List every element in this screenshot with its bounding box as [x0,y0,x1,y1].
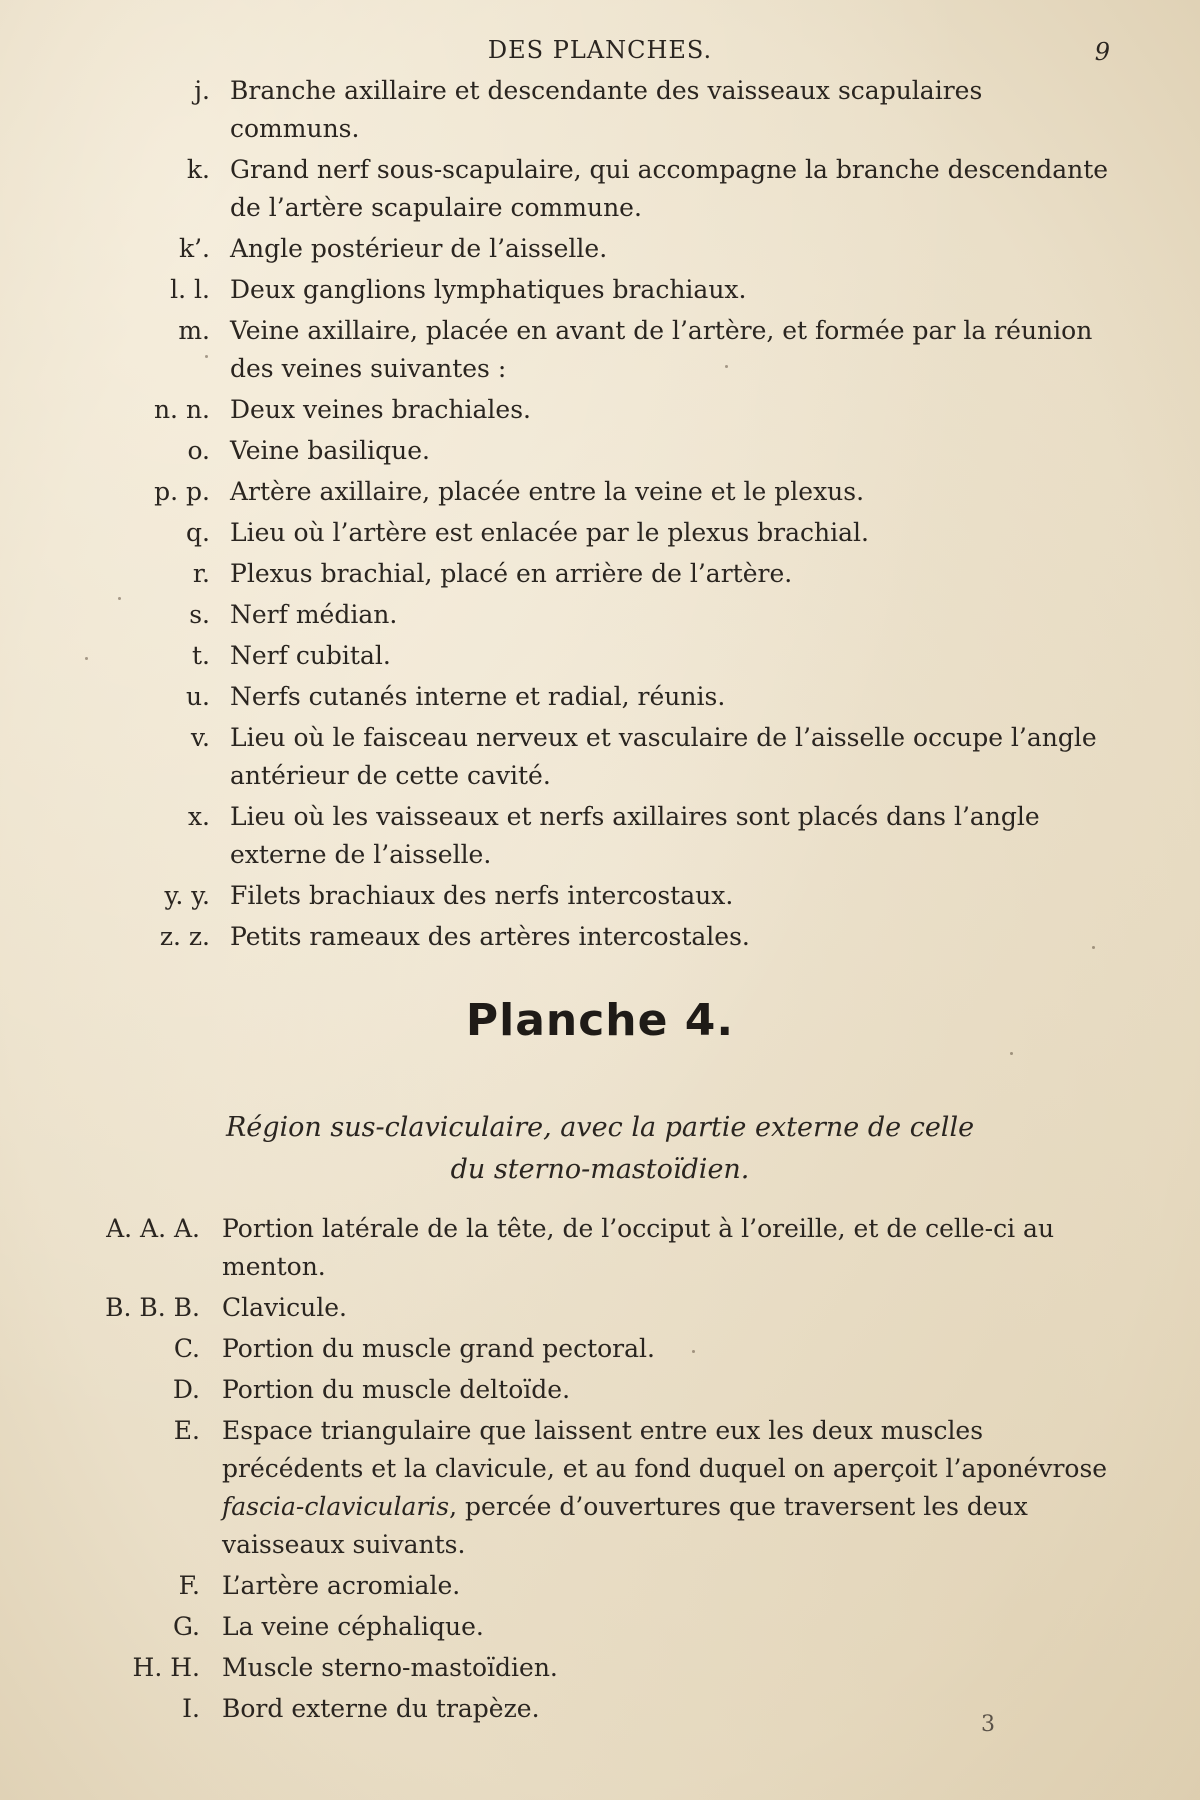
legend-text: Lieu où l’artère est enlacée par le plexus brachial. [230,518,869,547]
legend-entry-q [0,514,1200,552]
legend-label: I. [182,1694,200,1723]
paper-speck [1005,170,1008,173]
plate-subtitle [0,1107,1200,1191]
plate-subtitle-line: du sterno-mastoïdien. [450,1154,750,1185]
legend-label: v. [190,723,210,752]
legend-label: r. [192,559,210,588]
legend-entry-k [0,151,1200,227]
legend-label: C. [173,1334,200,1363]
plate-title: Planche 4. [465,995,735,1046]
legend-entry-E [0,1412,1200,1564]
legend-entry-u [0,678,1200,716]
legend-label: s. [189,600,210,629]
paper-speck [1092,946,1095,949]
legend-entry-x [0,798,1200,874]
legend-label: x. [187,802,210,831]
legend-label: y. y. [164,881,210,910]
page-number: 9 [1094,38,1110,66]
legend-entry-y [0,877,1200,915]
legend-entry-v [0,719,1200,795]
legend-text: La veine céphalique. [222,1612,484,1641]
legend-label: q. [186,518,210,547]
legend-entry-p [0,473,1200,511]
legend-text: Angle postérieur de l’aisselle. [230,234,608,263]
legend-text: Grand nerf sous-scapulaire, qui accompagne la branche descendante de l’artère scapulaire commune. [230,155,1109,222]
legend-text [222,1412,1112,1564]
legend-entry-F [0,1567,1200,1605]
running-title: DES PLANCHES. [487,36,713,64]
legend-label: n. n. [153,395,210,424]
legend-entry-o [0,432,1200,470]
paper-speck [205,355,208,358]
legend-text: Deux veines brachiales. [230,395,532,424]
legend-entry-A [0,1210,1200,1286]
paper-speck [118,597,121,600]
legend-label: G. [172,1612,200,1641]
legend-text-part: , percée d’ouvertures que traversent les deux vaisseaux suivants. [222,1492,1028,1559]
legend-list-continued [0,72,1200,959]
legend-label: m. [178,316,210,345]
legend-entry-C [0,1330,1200,1368]
legend-text: Bord externe du trapèze. [222,1694,540,1723]
legend-text: Veine axillaire, placée en avant de l’artère, et formée par la réunion des veines suivantes : [230,316,1093,383]
legend-entry-z [0,918,1200,956]
legend-text: Artère axillaire, placée entre la veine et le plexus. [230,477,865,506]
legend-label: l. l. [170,275,210,304]
legend-text: Nerf médian. [230,600,398,629]
legend-list-plate-4 [0,1210,1200,1731]
legend-entry-t [0,637,1200,675]
legend-label: A. A. A. [106,1214,200,1243]
legend-label: t. [192,641,210,670]
legend-label: j. [194,76,210,105]
legend-label: B. B. B. [105,1293,200,1322]
legend-text: Veine basilique. [230,436,430,465]
paper-speck [692,1350,695,1353]
legend-text-part: Espace triangulaire que laissent entre eux les deux muscles précédents et la clavicule, et au fond duquel on aperçoit l’aponévrose [222,1416,1108,1483]
legend-text: Lieu où le faisceau nerveux et vasculaire de l’aisselle occupe l’angle antérieur de cette cavité. [230,723,1097,790]
legend-entry-m [0,312,1200,388]
legend-text: L’artère acromiale. [222,1571,461,1600]
legend-text: Portion du muscle grand pectoral. [222,1334,655,1363]
legend-text: Petits rameaux des artères intercostales. [230,922,750,951]
legend-text: Nerf cubital. [230,641,391,670]
legend-label: z. z. [159,922,210,951]
latin-term: fascia-clavicularis [222,1492,450,1521]
legend-label: u. [185,682,210,711]
legend-label: p. p. [154,477,210,506]
running-head [0,30,1200,70]
legend-entry-G [0,1608,1200,1646]
legend-label: E. [173,1416,200,1445]
legend-entry-s [0,596,1200,634]
legend-text: Deux ganglions lymphatiques brachiaux. [230,275,747,304]
legend-label: k’. [178,234,210,263]
legend-text: Portion latérale de la tête, de l’occiput à l’oreille, et de celle-ci au menton. [222,1214,1055,1281]
legend-label: o. [187,436,210,465]
legend-entry-l [0,271,1200,309]
legend-label: F. [178,1571,200,1600]
legend-text: Nerfs cutanés interne et radial, réunis. [230,682,726,711]
legend-text: Lieu où les vaisseaux et nerfs axillaires sont placés dans l’angle externe de l’aisselle. [230,802,1040,869]
legend-label: k. [186,155,210,184]
legend-entry-n [0,391,1200,429]
legend-text: Portion du muscle deltoïde. [222,1375,571,1404]
paper-speck [1010,1052,1013,1055]
legend-entry-D [0,1371,1200,1409]
paper-speck [85,657,88,660]
signature-mark: 3 [981,1712,995,1737]
legend-text: Plexus brachial, placé en arrière de l’artère. [230,559,793,588]
legend-text: Branche axillaire et descendante des vaisseaux scapulaires communs. [230,76,983,143]
legend-entry-H [0,1649,1200,1687]
legend-label: D. [172,1375,200,1404]
legend-entry-j [0,72,1200,148]
legend-entry-I [0,1690,1200,1728]
legend-text: Clavicule. [222,1293,347,1322]
legend-text: Muscle sterno-mastoïdien. [222,1653,558,1682]
plate-subtitle-line: Région sus-claviculaire, avec la partie externe de celle [225,1112,975,1143]
paper-speck [725,365,728,368]
legend-entry-r [0,555,1200,593]
legend-entry-k-prime [0,230,1200,268]
legend-text: Filets brachiaux des nerfs intercostaux. [230,881,734,910]
legend-entry-B [0,1289,1200,1327]
legend-label: H. H. [132,1653,200,1682]
